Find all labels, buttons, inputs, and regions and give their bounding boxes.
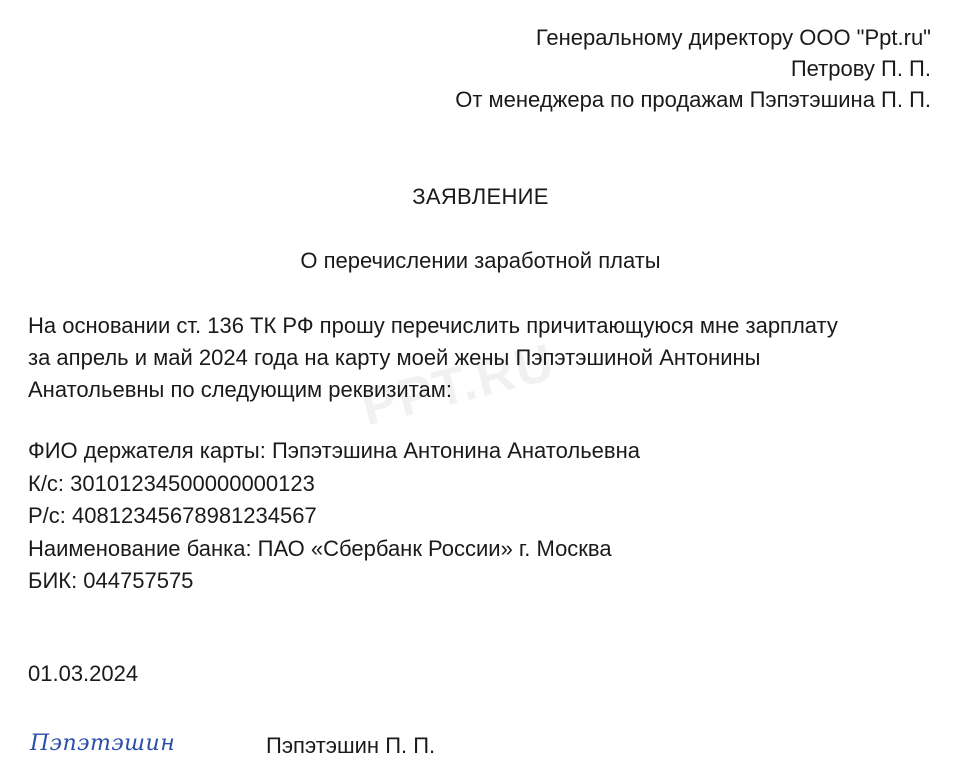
body-line-1: На основании ст. 136 ТК РФ прошу перечислить причитающуюся мне зарплату — [28, 313, 838, 338]
bank-details — [28, 435, 640, 598]
bank-bik: БИК: 044757575 — [28, 568, 194, 593]
body-line-2: за апрель и май 2024 года на карту моей жены Пэпэтэшиной Антонины — [28, 345, 761, 370]
document-subject: О перечислении заработной платы — [300, 248, 661, 273]
document-date: 01.03.2024 — [28, 661, 139, 686]
watermark: PPT.RU — [355, 333, 562, 437]
addressee-line-director: Генеральному директору ООО "Ppt.ru" — [535, 25, 931, 50]
addressee-block — [455, 22, 931, 115]
bank-name: Наименование банка: ПАО «Сбербанк России» г. Москва — [28, 535, 612, 561]
cardholder-name: ФИО держателя карты: Пэпэтэшина Антонина Анатольевна — [28, 438, 640, 463]
addressee-line-name: Петрову П. П. — [790, 56, 931, 81]
body-line-3: Анатольевны по следующим реквизитам: — [28, 377, 453, 402]
document-title: ЗАЯВЛЕНИЕ — [412, 184, 549, 209]
signer-name: Пэпэтэшин П. П. — [266, 733, 436, 758]
handwritten-signature: Пэпэтэшин — [30, 731, 176, 756]
addressee-line-from: От менеджера по продажам Пэпэтэшина П. П. — [455, 87, 931, 112]
body-paragraph — [28, 310, 948, 406]
settlement-account: Р/с: 40812345678981234567 — [28, 503, 317, 528]
corr-account: К/с: 30101234500000000123 — [28, 470, 315, 496]
